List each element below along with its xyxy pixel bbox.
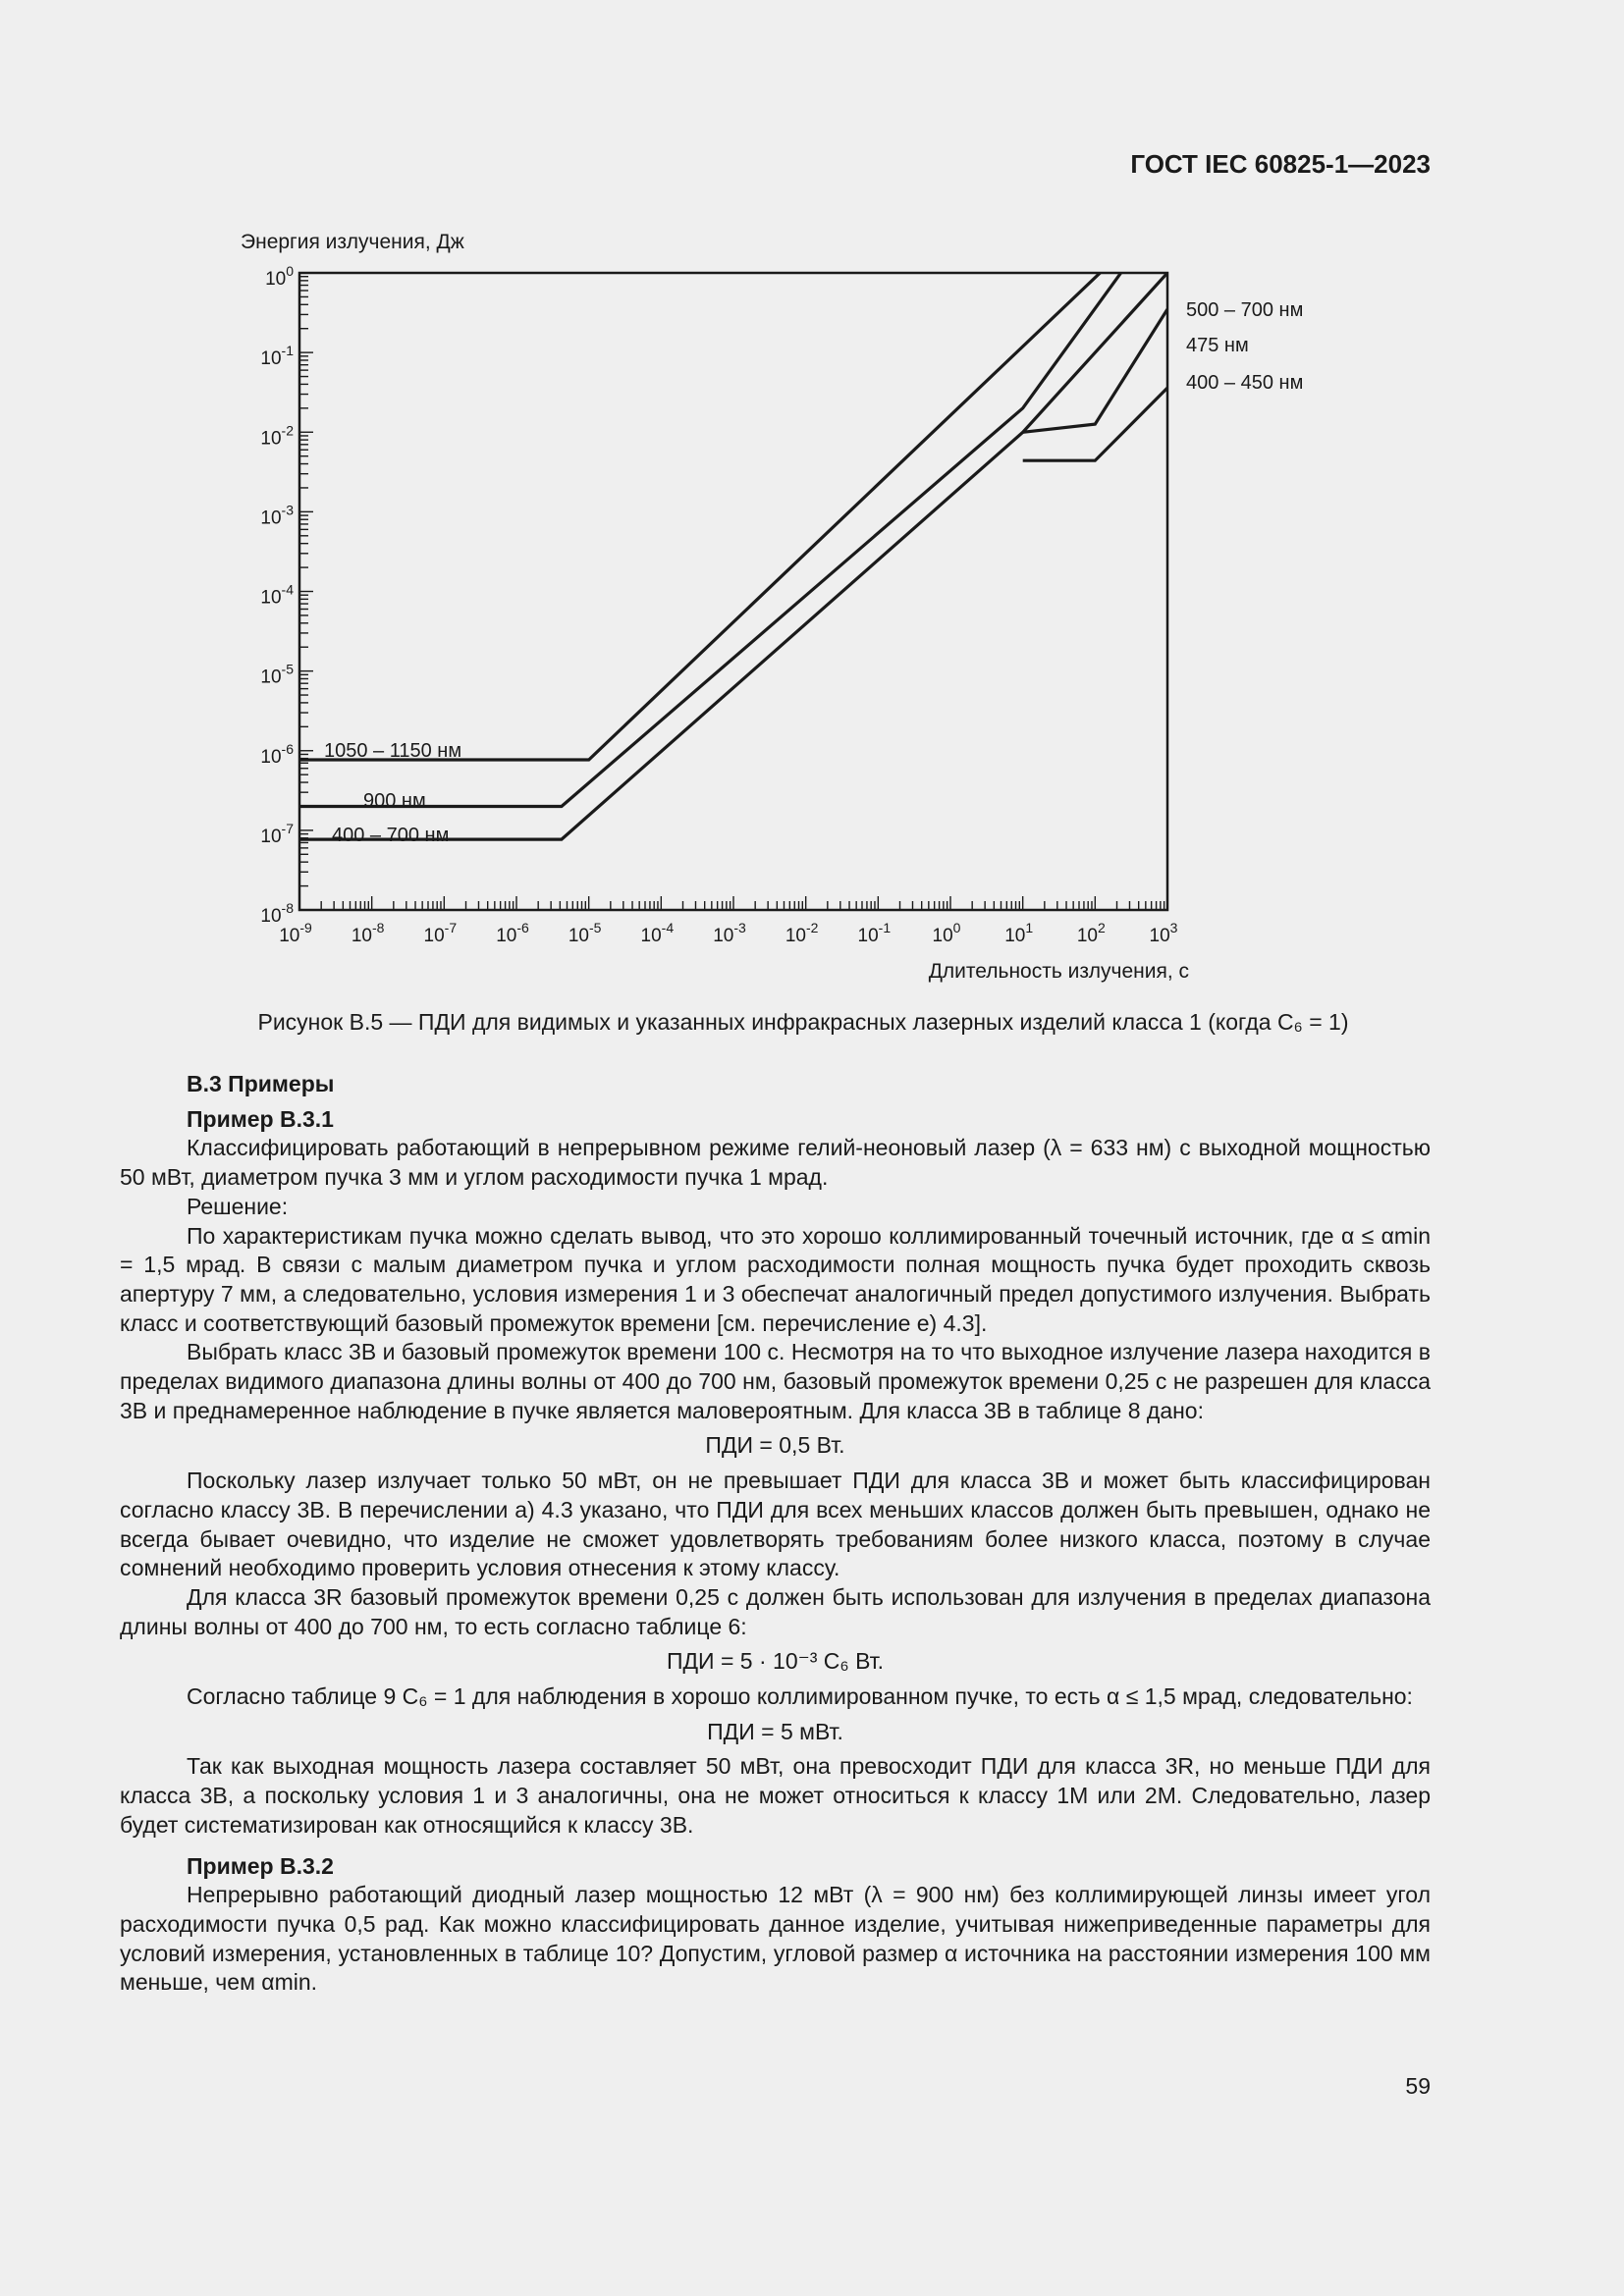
y-tick-label: $10^{-2}$ [260,422,294,450]
series-annotation: 1050 – 1150 нм [324,740,462,762]
x-tick-label: $10^3$ [1149,920,1178,946]
series-annotation: 400 – 450 нм [1186,372,1304,394]
series-annotation: 400 – 700 нм [332,825,450,846]
series-annotation: 900 нм [363,790,426,812]
document-header: ГОСТ IEC 60825-1—2023 [1130,149,1431,179]
x-tick-label: $10^{-1}$ [857,920,892,946]
paragraph-7: Согласно таблице 9 C₆ = 1 для наблюдения в хорошо коллимированном пучке, то есть α ≤ 1,5 мрад, следовательно: [187,1683,1413,1710]
page-number: 59 [1405,2073,1431,2099]
x-tick-label: $10^0$ [932,920,961,946]
series-annotation: 500 – 700 нм [1186,299,1304,321]
paragraph-6: Для класса 3R базовый промежуток времени 0,25 с должен быть использован для излучения в пределах диапазона длины волны от 400 до 700 нм, то есть согласно таблице 6: [120,1583,1431,1639]
y-tick-label: $10^{-4}$ [260,581,294,609]
y-tick-label: $10^{-8}$ [260,900,294,927]
series-annotation: 475 нм [1186,335,1249,356]
x-axis-label: Длительность излучения, с [928,960,1189,983]
formula-3: ПДИ = 5 мВт. [707,1718,843,1744]
section-heading: В.3 Примеры [187,1071,335,1096]
x-tick-label: $10^{-8}$ [351,920,385,946]
y-tick-label: $10^{-5}$ [260,661,294,688]
x-tick-label: $10^{-9}$ [279,920,312,946]
x-tick-label: $10^{-5}$ [568,920,602,946]
paragraph-4: Выбрать класс 3В и базовый промежуток времени 100 с. Несмотря на то что выходное излучение лазера находится в пределах видимого диапазона длины волны от 400 до 700 нм, базовый промежуток времени 0,25 с не разрешен для класса 3В и преднамеренное наблюдение в пучке является маловероятным. Для класса 3В в таблице 8 дано: [120,1339,1431,1423]
y-axis-label: Энергия излучения, Дж [241,231,464,253]
formula-1: ПДИ = 0,5 Вт. [705,1432,845,1459]
y-tick-label: $10^{-7}$ [260,820,294,847]
formula-2: ПДИ = 5 · 10⁻³ C₆ Вт. [666,1648,885,1675]
document-body [120,1070,1431,1998]
x-tick-label: $10^2$ [1076,920,1106,946]
plot-frame [299,273,1167,910]
paragraph-8: Так как выходная мощность лазера составляет 50 мВт, она превосходит ПДИ для класса 3R, но меньше ПДИ для класса 3В, а поскольку условия 1 и 3 аналогичны, она не может относиться к классу 1М или 2М. Следовательно, лазер будет систематизирован как относящийся к классу 3В. [120,1753,1431,1838]
paragraph-9: Непрерывно работающий диодный лазер мощностью 12 мВт (λ = 900 нм) без коллимирующей линзы имеет угол расходимости пучка 0,5 рад. Как можно классифицировать данное изделие, учитывая нижеприведенные параметры для условий измерения, установленных в таблице 10? Допустим, угловой размер α источника на расстоянии измерения 100 мм меньше, чем αmin. [120,1882,1431,1996]
figure-caption: Рисунок В.5 — ПДИ для видимых и указанных инфракрасных лазерных изделий класса 1 (когда C₆ = 1) [257,1009,1349,1035]
paragraph-2: Решение: [187,1193,289,1219]
x-tick-label: $10^{-2}$ [785,920,819,946]
y-tick-label: $10^0$ [265,263,294,290]
x-tick-label: $10^{-7}$ [423,920,458,946]
x-tick-label: $10^1$ [1004,920,1034,946]
y-tick-label: $10^{-3}$ [260,502,294,529]
example-heading-1: Пример В.3.1 [187,1105,334,1132]
laser-ael-chart [226,218,1304,993]
series-line [299,209,1167,760]
x-tick-label: $10^{-4}$ [640,920,675,946]
series-line [299,209,1167,807]
paragraph-5: Поскольку лазер излучает только 50 мВт, он не превышает ПДИ для класса 3В и может быть классифицирован согласно классу 3В. В перечислении а) 4.3 указано, что ПДИ для всех меньших классов должен быть превышен, однако не всегда бывает очевидно, что изделие не сможет удовлетворять требованиям более низкого класса, поэтому в случае сомнений необходимо проверить условия отнесения к этому классу. [120,1468,1431,1581]
example-heading-2: Пример В.3.2 [187,1852,334,1879]
paragraph-1: Классифицировать работающий в непрерывном режиме гелий-неоновый лазер (λ = 633 нм) с выходной мощностью 50 мВт, диаметром пучка 3 мм и углом расходимости пучка 1 мрад. [120,1135,1431,1191]
paragraph-3: По характеристикам пучка можно сделать вывод, что это хорошо коллимированный точечный источник, где α ≤ αmin = 1,5 мрад. В связи с малым диаметром пучка и углом расходимости полная мощность пучка будет проходить сквозь апертуру 7 мм, а следовательно, условия измерения 1 и 3 обеспечат аналогичный предел допустимого излучения. Выбрать класс и соответствующий базовый промежуток времени [см. перечисление е) 4.3]. [120,1222,1431,1336]
x-tick-label: $10^{-6}$ [496,920,529,946]
y-tick-label: $10^{-1}$ [260,343,294,370]
x-tick-label: $10^{-3}$ [713,920,746,946]
y-tick-label: $10^{-6}$ [260,740,294,768]
